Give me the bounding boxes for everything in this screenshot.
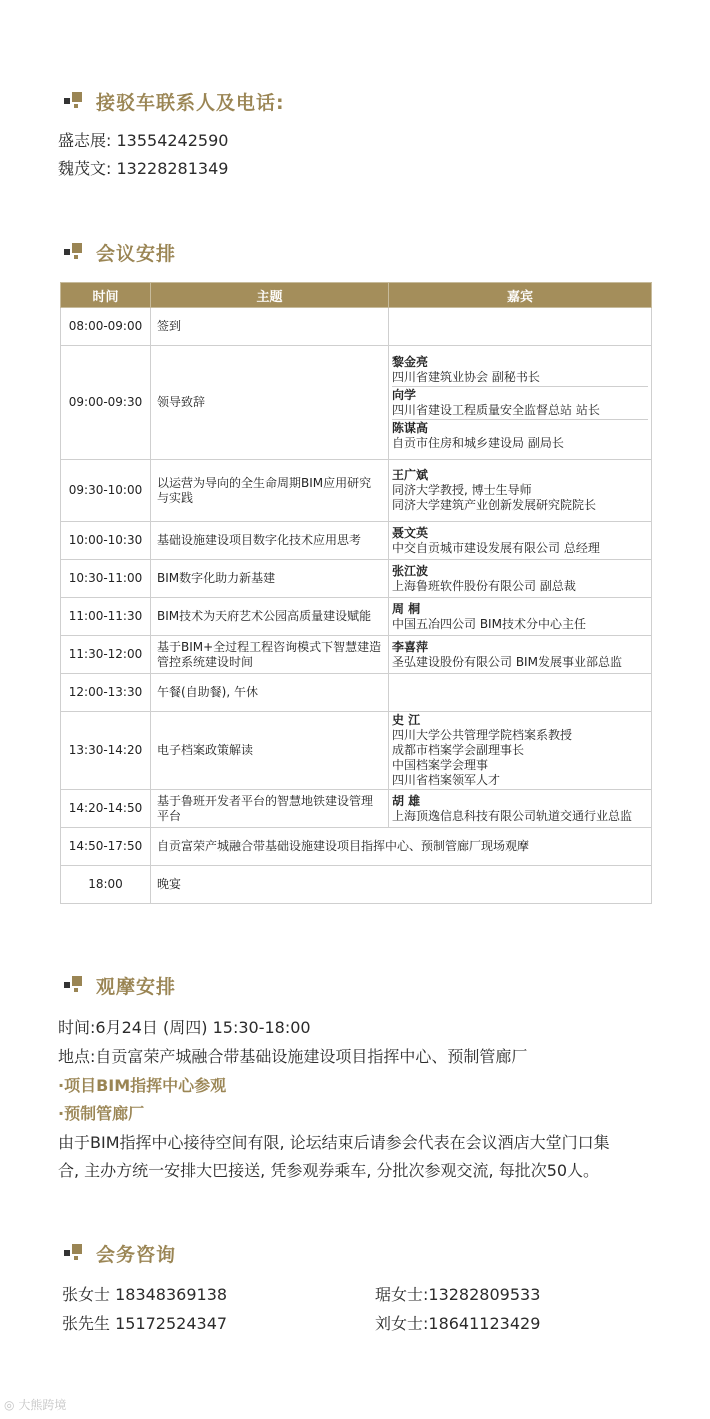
agenda-table bbox=[60, 282, 652, 904]
shuttle-contact-1: 盛志展: 13554242590 bbox=[58, 131, 229, 150]
guest-entry bbox=[392, 563, 648, 595]
agenda-time: 11:30-12:00 bbox=[61, 636, 151, 674]
agenda-guests bbox=[389, 598, 652, 636]
agenda-guests bbox=[389, 636, 652, 674]
agenda-topic: BIM技术为天府艺术公园高质量建设赋能 bbox=[151, 598, 389, 636]
agenda-guests bbox=[389, 560, 652, 598]
section-title-visit: 观摩安排 bbox=[96, 975, 177, 998]
agenda-row bbox=[61, 460, 652, 522]
agenda-topic: 签到 bbox=[151, 308, 389, 346]
guest-entry bbox=[392, 525, 648, 557]
section-square-icon bbox=[60, 90, 86, 112]
visit-note-line-2: 合, 主办方统一安排大巴接送, 凭参观券乘车, 分批次参观交流, 每批次50人。 bbox=[58, 1161, 600, 1180]
visit-item-bim-center: ·项目BIM指挥中心参观 bbox=[58, 1076, 227, 1095]
guest-title: 四川省建设工程质量安全监督总站 站长 bbox=[392, 402, 600, 417]
visit-note-line-1: 由于BIM指挥中心接待空间有限, 论坛结束后请参会代表在会议酒店大堂门口集 bbox=[58, 1133, 610, 1152]
visit-place: 地点:自贡富荣产城融合带基础设施建设项目指挥中心、预制管廊厂 bbox=[58, 1047, 528, 1066]
guest-name: 向学 bbox=[392, 387, 417, 402]
guest-name: 王广斌 bbox=[392, 468, 429, 482]
section-visit-header bbox=[60, 970, 176, 1000]
agenda-row bbox=[61, 522, 652, 560]
agenda-topic: 领导致辞 bbox=[151, 346, 389, 460]
guest-title: 四川省档案领军人才 bbox=[392, 773, 501, 787]
shuttle-contact-2: 魏茂文: 13228281349 bbox=[58, 159, 229, 178]
section-square-icon bbox=[60, 1242, 86, 1264]
guest-title: 同济大学教授, 博士生导师 bbox=[392, 483, 532, 497]
agenda-topic: 晚宴 bbox=[151, 866, 652, 904]
guest-name: 陈谋高 bbox=[392, 420, 429, 435]
agenda-topic: 基于鲁班开发者平台的智慧地铁建设管理平台 bbox=[151, 790, 389, 828]
agenda-row bbox=[61, 636, 652, 674]
visit-item-pipe-factory: ·预制管廊厂 bbox=[58, 1104, 145, 1123]
guest-title: 上海鲁班软件股份有限公司 副总裁 bbox=[392, 578, 576, 593]
agenda-row bbox=[61, 346, 652, 460]
guest-entry bbox=[392, 419, 648, 452]
section-shuttle-header bbox=[60, 86, 285, 116]
header-time: 时间 bbox=[61, 283, 151, 308]
agenda-topic: 自贡富荣产城融合带基础设施建设项目指挥中心、预制管廊厂现场观摩 bbox=[151, 828, 652, 866]
agenda-row bbox=[61, 560, 652, 598]
agenda-topic: 午餐(自助餐), 午休 bbox=[151, 674, 389, 712]
agenda-guests bbox=[389, 674, 652, 712]
guest-title: 同济大学建筑产业创新发展研究院院长 bbox=[392, 498, 597, 512]
agenda-time: 10:30-11:00 bbox=[61, 560, 151, 598]
guest-title: 中交自贡城市建设发展有限公司 总经理 bbox=[392, 540, 600, 555]
agenda-row bbox=[61, 308, 652, 346]
consult-contact-4: 刘女士:18641123429 bbox=[375, 1314, 541, 1333]
guest-title: 圣弘建设股份有限公司 BIM发展事业部总监 bbox=[392, 654, 622, 669]
guest-name: 聂文英 bbox=[392, 525, 429, 540]
section-agenda-header bbox=[60, 237, 176, 267]
agenda-row bbox=[61, 828, 652, 866]
agenda-time: 09:30-10:00 bbox=[61, 460, 151, 522]
agenda-guests bbox=[389, 308, 652, 346]
visit-time: 时间:6月24日 (周四) 15:30-18:00 bbox=[58, 1018, 311, 1037]
agenda-row bbox=[61, 866, 652, 904]
guest-name: 胡 雄 bbox=[392, 793, 421, 808]
guest-name: 李喜萍 bbox=[392, 639, 429, 654]
guest-name: 史 江 bbox=[392, 713, 421, 727]
consult-contact-1: 张女士 18348369138 bbox=[62, 1285, 228, 1304]
agenda-topic: 基础设施建设项目数字化技术应用思考 bbox=[151, 522, 389, 560]
agenda-body bbox=[61, 308, 652, 904]
agenda-time: 10:00-10:30 bbox=[61, 522, 151, 560]
agenda-row bbox=[61, 674, 652, 712]
section-title-consult: 会务咨询 bbox=[96, 1243, 177, 1266]
section-title-agenda: 会议安排 bbox=[96, 242, 177, 265]
agenda-guests bbox=[389, 522, 652, 560]
header-topic: 主题 bbox=[151, 283, 389, 308]
agenda-guests bbox=[389, 346, 652, 460]
agenda-row bbox=[61, 790, 652, 828]
agenda-row bbox=[61, 712, 652, 790]
guest-entry bbox=[392, 354, 648, 386]
watermark-logo-icon: ◎ bbox=[4, 1398, 15, 1412]
guest-title: 成都市档案学会副理事长 bbox=[392, 743, 525, 757]
section-title-shuttle: 接驳车联系人及电话: bbox=[96, 91, 285, 114]
agenda-row bbox=[61, 598, 652, 636]
guest-entry bbox=[392, 386, 648, 419]
agenda-time: 14:50-17:50 bbox=[61, 828, 151, 866]
section-square-icon bbox=[60, 241, 86, 263]
section-square-icon bbox=[60, 974, 86, 996]
guest-entry bbox=[392, 712, 648, 789]
guest-title: 四川省建筑业协会 副秘书长 bbox=[392, 369, 540, 384]
agenda-topic: BIM数字化助力新基建 bbox=[151, 560, 389, 598]
guest-entry bbox=[392, 639, 648, 671]
guest-entry bbox=[392, 467, 648, 514]
agenda-time: 13:30-14:20 bbox=[61, 712, 151, 790]
guest-title: 自贡市住房和城乡建设局 副局长 bbox=[392, 435, 564, 450]
guest-title: 四川大学公共管理学院档案系教授 bbox=[392, 728, 573, 742]
header-guest: 嘉宾 bbox=[389, 283, 652, 308]
agenda-guests bbox=[389, 460, 652, 522]
agenda-topic: 基于BIM+全过程工程咨询模式下智慧建造管控系统建设时间 bbox=[151, 636, 389, 674]
guest-title: 上海顶逸信息科技有限公司轨道交通行业总监 bbox=[392, 808, 633, 823]
guest-entry bbox=[392, 601, 648, 633]
agenda-guests bbox=[389, 712, 652, 790]
guest-name: 黎金亮 bbox=[392, 354, 429, 369]
guest-title: 中国五冶四公司 BIM技术分中心主任 bbox=[392, 616, 586, 631]
guest-entry bbox=[392, 793, 648, 825]
guest-name: 周 桐 bbox=[392, 601, 421, 616]
guest-title: 中国档案学会理事 bbox=[392, 758, 489, 772]
agenda-time: 14:20-14:50 bbox=[61, 790, 151, 828]
watermark-text: 大熊跨境 bbox=[18, 1398, 67, 1412]
consult-contact-2: 琚女士:13282809533 bbox=[375, 1285, 541, 1304]
section-consult-header bbox=[60, 1238, 176, 1268]
agenda-time: 11:00-11:30 bbox=[61, 598, 151, 636]
guest-name: 张江波 bbox=[392, 563, 429, 578]
agenda-header-row bbox=[61, 283, 652, 308]
agenda-topic: 以运营为导向的全生命周期BIM应用研究与实践 bbox=[151, 460, 389, 522]
agenda-topic: 电子档案政策解读 bbox=[151, 712, 389, 790]
watermark bbox=[4, 1396, 66, 1413]
agenda-time: 09:00-09:30 bbox=[61, 346, 151, 460]
agenda-time: 12:00-13:30 bbox=[61, 674, 151, 712]
agenda-time: 08:00-09:00 bbox=[61, 308, 151, 346]
consult-contact-3: 张先生 15172524347 bbox=[62, 1314, 228, 1333]
agenda-guests bbox=[389, 790, 652, 828]
agenda-time: 18:00 bbox=[61, 866, 151, 904]
